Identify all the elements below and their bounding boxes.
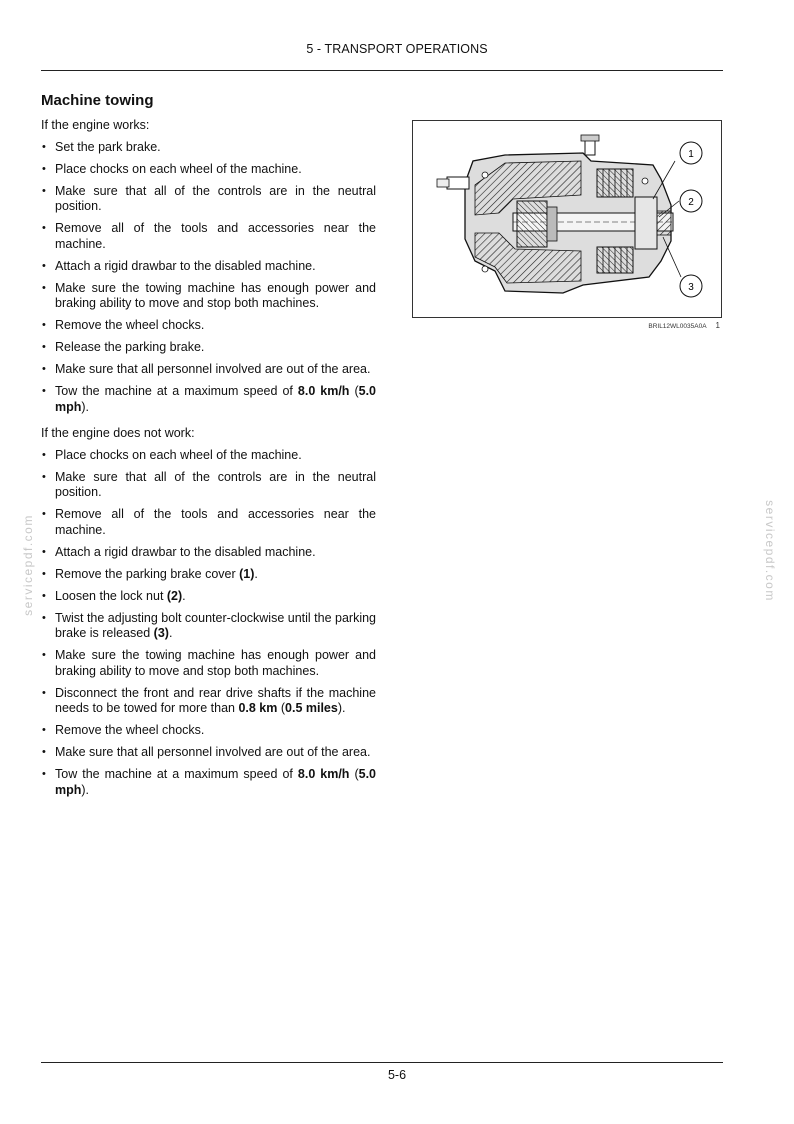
list-item (41, 589, 376, 605)
list-item (41, 545, 376, 561)
list-item (41, 340, 376, 356)
list-item (41, 767, 376, 798)
parking-brake-cross-section-drawing (413, 121, 721, 317)
step-text: Remove all of the tools and accessories near the machine. (55, 507, 376, 537)
step-text: Remove the wheel chocks. (55, 723, 205, 737)
bold-value: (2) (166, 588, 183, 603)
step-text: ( (277, 701, 286, 715)
step-text: Make sure the towing machine has enough power and braking ability to move and stop both machines. (55, 280, 376, 310)
page-header-title: 5 - TRANSPORT OPERATIONS (306, 42, 488, 56)
step-text: Make sure that all of the controls are in the neutral position. (55, 183, 376, 213)
step-text: . (254, 566, 258, 581)
list-item (41, 259, 376, 275)
step-text: Tow the machine at a maximum speed of (55, 384, 298, 398)
step-text: Attach a rigid drawbar to the disabled machine. (55, 258, 316, 273)
callout-2-label: 2 (688, 197, 694, 208)
list-item (41, 448, 376, 464)
step-text: Make sure that all of the controls are in the neutral position. (55, 469, 376, 499)
engine-not-work-steps (41, 448, 376, 799)
figure-caption (560, 321, 720, 330)
step-text: Make sure that all personnel involved are out of the area. (55, 745, 371, 759)
step-text: ). (81, 399, 90, 414)
bold-value: 5.0 mph (55, 767, 377, 797)
header-rule (41, 70, 723, 71)
step-text: Set the park brake. (55, 139, 161, 154)
page-number: 5-6 (387, 1068, 407, 1082)
engine-works-intro: If the engine works: (41, 118, 150, 132)
list-item (41, 318, 376, 334)
list-item (41, 745, 376, 761)
list-item (41, 611, 376, 642)
step-text: ). (337, 701, 346, 715)
list-item (41, 184, 376, 215)
bold-value: 8.0 km/h (297, 384, 350, 398)
step-text: Place chocks on each wheel of the machine. (55, 161, 302, 176)
step-text: . (168, 626, 173, 640)
step-text: Remove the parking brake cover (55, 566, 240, 581)
engine-not-work-intro: If the engine does not work: (41, 426, 195, 440)
list-item (41, 362, 376, 378)
step-text: . (182, 588, 186, 603)
list-item (41, 567, 376, 583)
step-text: Make sure the towing machine has enough power and braking ability to move and stop both machines. (55, 648, 376, 678)
instructions-column (41, 118, 376, 805)
step-text: ). (81, 782, 90, 797)
engine-works-steps (41, 140, 376, 416)
list-item (41, 723, 376, 739)
step-text: Loosen the lock nut (55, 588, 167, 603)
bold-value: (1) (239, 566, 255, 581)
step-text: Remove the wheel chocks. (55, 318, 205, 332)
figure-number: 1 (715, 321, 720, 330)
list-item (41, 140, 376, 156)
step-text: Release the parking brake. (55, 340, 205, 354)
callout-3-label: 3 (688, 282, 694, 293)
footer-rule (41, 1062, 723, 1063)
bold-value: 0.8 km (238, 701, 278, 715)
watermark-left: servicepdf.com (21, 514, 35, 616)
list-item (41, 384, 376, 415)
list-item (41, 470, 376, 501)
list-item (41, 162, 376, 178)
step-text: Make sure that all personnel involved are out of the area. (55, 362, 371, 376)
list-item (41, 686, 376, 717)
callout-1-label: 1 (688, 149, 694, 160)
step-text: Remove all of the tools and accessories near the machine. (55, 221, 376, 251)
step-text: ( (349, 384, 359, 398)
list-item (41, 507, 376, 538)
bold-value: 8.0 km/h (297, 767, 350, 781)
bold-value: (3) (153, 626, 169, 640)
step-text: Tow the machine at a maximum speed of (55, 767, 298, 781)
list-item (41, 281, 376, 312)
step-text: Twist the adjusting bolt counter-clockwise until the parking brake is released (55, 610, 376, 640)
list-item (41, 648, 376, 679)
step-text: Disconnect the front and rear drive shafts if the machine needs to be towed for more than (55, 685, 376, 715)
step-text: Attach a rigid drawbar to the disabled machine. (55, 544, 316, 559)
step-text: ( (349, 767, 359, 781)
bold-value: 5.0 mph (55, 384, 377, 414)
step-text: Place chocks on each wheel of the machine. (55, 447, 302, 462)
figure-code: BRIL12WL0035A0A (648, 323, 707, 330)
section-title: Machine towing (41, 92, 154, 109)
parking-brake-figure (412, 120, 722, 318)
watermark-right: servicepdf.com (763, 500, 777, 602)
list-item (41, 221, 376, 252)
bold-value: 0.5 miles (285, 701, 338, 715)
